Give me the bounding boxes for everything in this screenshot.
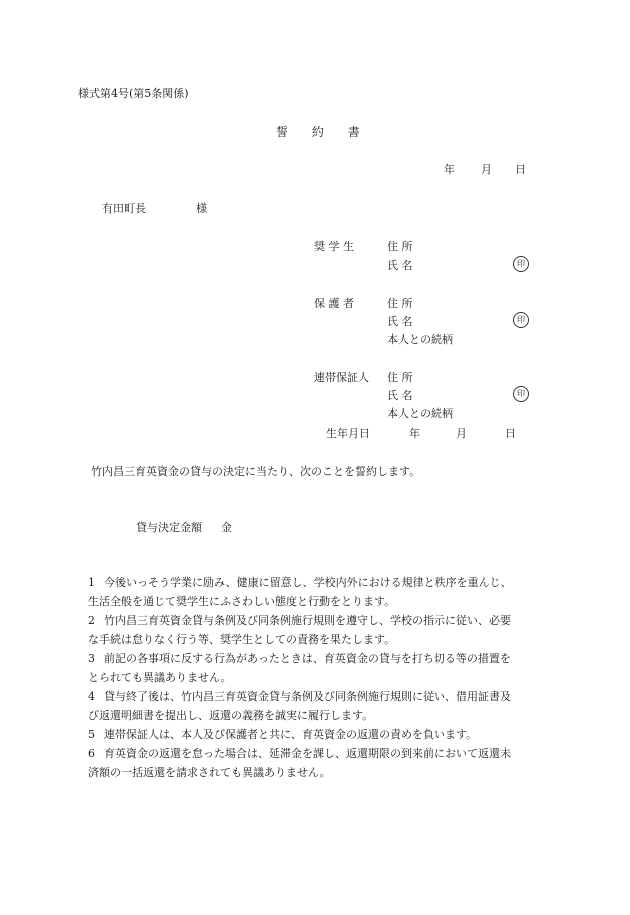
title-char-1: 誓: [276, 125, 289, 139]
clause-number: 4: [88, 690, 95, 703]
date-day-label: 日: [515, 163, 526, 176]
addressee-honorific: 様: [196, 202, 207, 215]
guarantor-relation-label: 本人との続柄: [387, 407, 453, 420]
guardian-relation-label: 本人との続柄: [387, 333, 453, 346]
clause-text-cont: な手続は怠りなく行う等、奨学生としての責務を果たします。: [88, 633, 396, 646]
clause-list: [76, 573, 556, 782]
clause-number: 6: [88, 747, 95, 760]
guardian-name-label: 氏 名: [387, 315, 413, 328]
clause-text-cont: び返還明細書を提出し、返還の義務を誠実に履行します。: [88, 709, 374, 722]
guardian-address-label: 住 所: [387, 297, 413, 310]
scholar-name-label: 氏 名: [387, 259, 413, 272]
guarantor-address-label: 住 所: [387, 371, 413, 384]
scholar-seal-icon: 印: [513, 256, 529, 272]
guarantor-name-label: 氏 名: [387, 389, 413, 402]
clause-text-cont: とられても異議ありません。: [88, 671, 232, 684]
clause-text: 今後いっそう学業に励み、健康に留意し、学校内外における規律と秩序を重んじ、: [104, 576, 512, 589]
guarantor-seal-icon: 印: [513, 386, 529, 402]
birth-day-label: 日: [505, 427, 516, 440]
title-char-2: 約: [311, 125, 324, 139]
scholar-role: 奨 学 生: [314, 240, 354, 253]
addressee-name: 有田町長: [102, 202, 146, 215]
clause-text: 育英資金の返還を怠った場合は、延滞金を課し、返還期限の到来前において返還未: [104, 747, 511, 760]
clause-item: [76, 725, 556, 744]
clause-text-cont: 生活全般を通じて奨学生にふさわしい態度と行動をとります。: [88, 595, 396, 608]
clause-item: [76, 744, 556, 782]
date-month-label: 月: [481, 163, 492, 176]
birth-year-label: 年: [409, 427, 420, 440]
guarantor-role: 連帯保証人: [314, 371, 369, 384]
clause-item: [76, 649, 556, 687]
clause-text: 貸与終了後は、竹内昌三育英資金貸与条例及び同条例施行規則に従い、借用証書及: [104, 690, 511, 703]
loan-amount-unit: 金: [221, 521, 232, 534]
date-year-label: 年: [444, 163, 455, 176]
clause-item: [76, 611, 556, 649]
loan-amount-row: [136, 519, 232, 535]
clause-number: 1: [88, 576, 95, 589]
guardian-role: 保 護 者: [314, 297, 354, 310]
pledge-lead-text: 竹内昌三育英資金の貸与の決定に当たり、次のことを誓約します。: [91, 465, 421, 478]
clause-text: 連帯保証人は、本人及び保護者と共に、育英資金の返還の責めを負います。: [104, 728, 478, 741]
clause-text: 竹内昌三育英資金貸与条例及び同条例施行規則を遵守し、学校の指示に従い、必要: [104, 614, 511, 627]
clause-text-cont: 済額の一括返還を請求されても異議ありません。: [88, 766, 331, 779]
clause-item: [76, 573, 556, 611]
form-number: 様式第4号(第5条関係): [78, 87, 189, 100]
title-char-3: 書: [347, 125, 360, 139]
document-title: [276, 123, 360, 140]
clause-number: 2: [88, 614, 95, 627]
clause-item: [76, 687, 556, 725]
loan-amount-label: 貸与決定金額: [136, 521, 202, 534]
addressee: [102, 200, 207, 216]
birth-month-label: 月: [456, 427, 467, 440]
guardian-seal-icon: 印: [513, 312, 529, 328]
guarantor-birthdate-label: 生年月日: [326, 427, 370, 440]
clause-number: 3: [88, 652, 95, 665]
clause-text: 前記の各事項に反する行為があったときは、育英資金の貸与を打ち切る等の措置を: [104, 652, 511, 665]
clause-number: 5: [88, 728, 95, 741]
scholar-address-label: 住 所: [387, 240, 413, 253]
